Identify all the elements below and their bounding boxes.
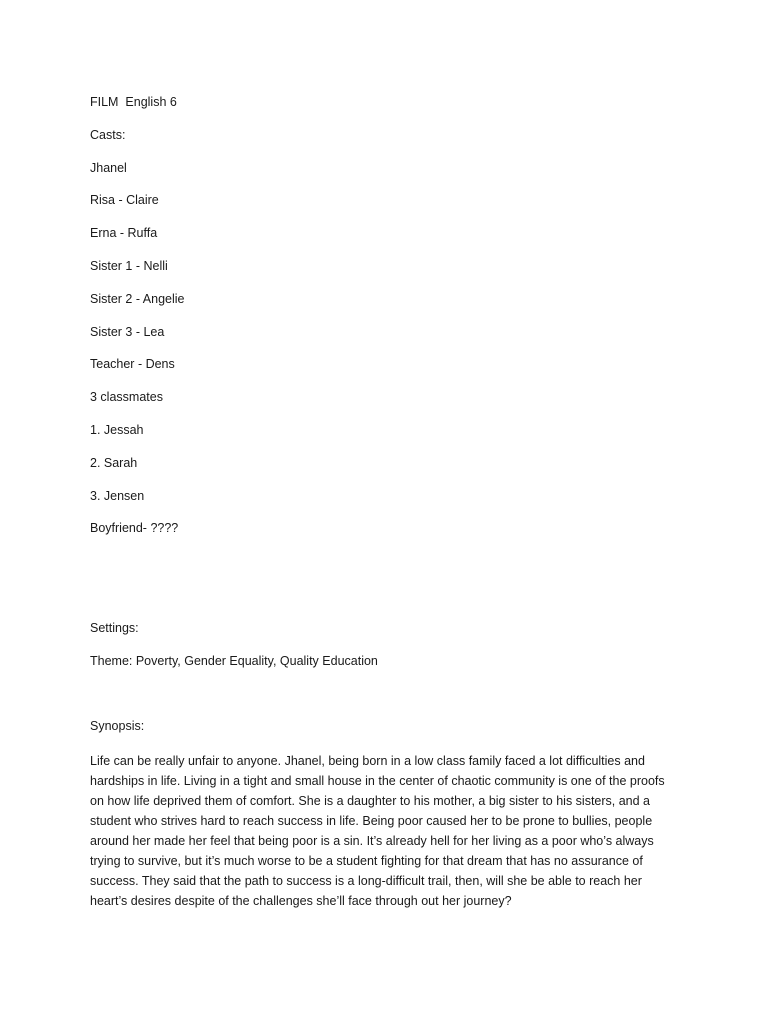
document-heading: FILM English 6 <box>90 95 177 109</box>
cast-item: Risa - Claire <box>90 193 159 207</box>
synopsis-line: on how life deprived them of comfort. She is a daughter to his mother, a big sister to his sisters, and a <box>90 794 651 808</box>
cast-item: Jhanel <box>90 161 127 175</box>
settings-label: Settings: <box>90 621 139 635</box>
synopsis-line: Life can be really unfair to anyone. Jhanel, being born in a low class family faced a lot difficulties and <box>90 754 645 768</box>
synopsis-line: around her made her feel that being poor is a sin. It’s already hell for her living as a poor who’s always <box>90 834 654 848</box>
cast-item: 1. Jessah <box>90 423 144 437</box>
synopsis-line: hardships in life. Living in a tight and small house in the center of chaotic community is one of the proofs <box>90 774 665 788</box>
cast-item: Boyfriend- ???? <box>90 521 179 535</box>
synopsis-line: trying to survive, but it’s much worse to be a student fighting for that dream that has no assurance of <box>90 854 643 868</box>
cast-item: Sister 3 - Lea <box>90 325 165 339</box>
cast-item: Teacher - Dens <box>90 357 175 371</box>
synopsis-label: Synopsis: <box>90 719 145 733</box>
theme-line: Theme: Poverty, Gender Equality, Quality Education <box>90 654 378 668</box>
cast-item: 3. Jensen <box>90 489 145 503</box>
cast-item: 3 classmates <box>90 390 163 404</box>
synopsis-line: success. They said that the path to success is a long-difficult trail, then, will she be able to reach her <box>90 874 642 888</box>
cast-item: Sister 1 - Nelli <box>90 259 168 273</box>
cast-item: 2. Sarah <box>90 456 138 470</box>
synopsis-line: heart’s desires despite of the challenges she’ll face through out her journey? <box>90 894 512 908</box>
casts-label: Casts: <box>90 128 126 142</box>
synopsis-line: student who strives hard to reach success in life. Being poor caused her to be prone to bullies, people <box>90 814 653 828</box>
synopsis-paragraph <box>90 751 690 911</box>
cast-item: Sister 2 - Angelie <box>90 292 185 306</box>
cast-item: Erna - Ruffa <box>90 226 158 240</box>
